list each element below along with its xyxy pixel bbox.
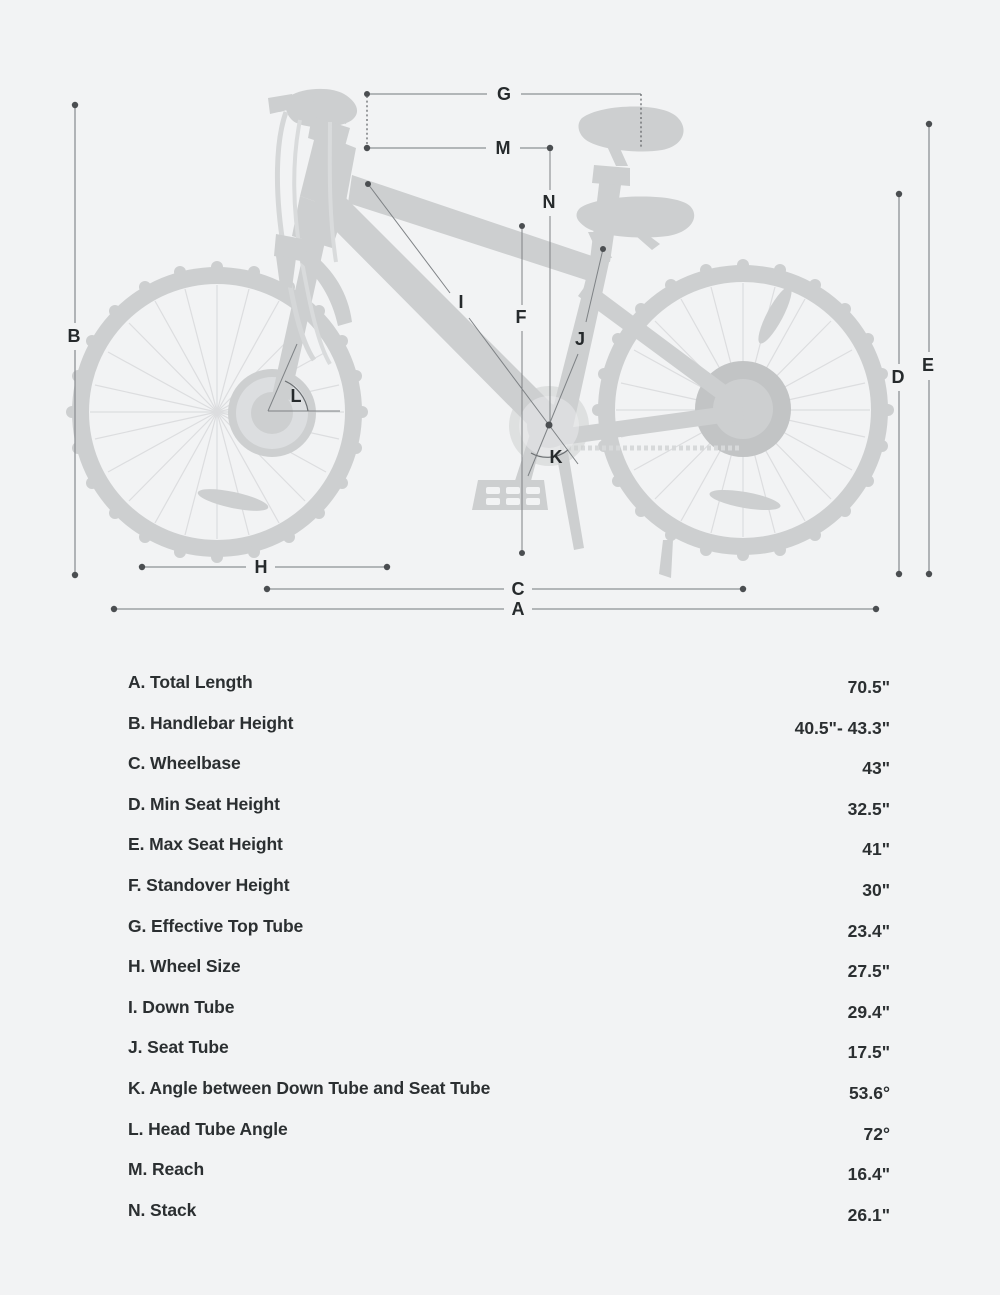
front-wheel <box>66 261 368 563</box>
spec-value: 41" <box>862 839 890 860</box>
dim-B <box>68 102 81 578</box>
spec-value: 23.4" <box>847 920 890 941</box>
table-row <box>0 1200 1000 1241</box>
dim-N <box>543 145 556 424</box>
spec-label: E. Max Seat Height <box>128 834 283 855</box>
dim-label-E: E <box>921 354 935 375</box>
table-row <box>0 794 1000 835</box>
spec-value: 17.5" <box>847 1042 890 1063</box>
dim-label-A: A <box>511 598 525 619</box>
table-row <box>0 1119 1000 1160</box>
spec-label: I. Down Tube <box>128 996 235 1017</box>
table-row <box>0 713 1000 754</box>
spec-value: 26.1" <box>847 1204 890 1225</box>
spec-label: F. Standover Height <box>128 874 290 895</box>
spec-label: G. Effective Top Tube <box>128 915 304 936</box>
dim-E <box>922 121 934 577</box>
spec-value: 70.5" <box>847 677 890 697</box>
dim-M <box>364 138 553 158</box>
dim-label-I: I <box>458 291 464 312</box>
spec-label: H. Wheel Size <box>128 956 241 977</box>
table-row <box>0 956 1000 997</box>
spec-label: K. Angle between Down Tube and Seat Tube <box>128 1077 491 1098</box>
table-row <box>0 672 1000 713</box>
spec-value: 29.4" <box>847 1001 890 1022</box>
dim-label-C: C <box>511 578 525 599</box>
spec-label: D. Min Seat Height <box>128 793 280 814</box>
dim-label-G: G <box>496 83 512 104</box>
dim-label-M: M <box>495 137 511 158</box>
spec-value: 30" <box>862 879 890 900</box>
dim-label-K: K <box>549 446 563 467</box>
geometry-spec-table <box>0 672 1000 1240</box>
table-row <box>0 753 1000 794</box>
table-row <box>0 1037 1000 1078</box>
dim-A <box>111 599 879 619</box>
dim-D <box>892 191 905 577</box>
spec-value: 27.5" <box>847 961 890 982</box>
spec-label: B. Handlebar Height <box>128 712 294 733</box>
table-row <box>0 834 1000 875</box>
spec-value: 43" <box>862 758 890 779</box>
spec-value: 32.5" <box>847 798 890 819</box>
spec-value: 53.6° <box>848 1082 890 1103</box>
dim-label-F: F <box>515 306 527 327</box>
dim-label-B: B <box>67 325 81 346</box>
spec-label: C. Wheelbase <box>128 753 241 774</box>
spec-value: 72° <box>863 1123 890 1144</box>
spec-value: 16.4" <box>847 1164 890 1185</box>
dim-label-D: D <box>891 366 905 387</box>
dim-label-N: N <box>542 191 556 212</box>
spec-label: N. Stack <box>128 1199 197 1220</box>
bike-geometry-diagram <box>0 0 1000 640</box>
dim-label-L: L <box>290 385 302 406</box>
dim-H <box>139 557 390 577</box>
table-row <box>0 1078 1000 1119</box>
spec-label: A. Total Length <box>128 672 253 692</box>
spec-label: M. Reach <box>128 1159 205 1180</box>
table-row <box>0 875 1000 916</box>
dim-label-J: J <box>574 328 586 349</box>
spec-label: L. Head Tube Angle <box>128 1118 288 1139</box>
spec-value: 40.5"- 43.3" <box>794 717 890 738</box>
table-row <box>0 1159 1000 1200</box>
table-row <box>0 997 1000 1038</box>
table-row <box>0 916 1000 957</box>
dim-label-H: H <box>254 556 268 577</box>
dim-C <box>264 579 746 599</box>
spec-label: J. Seat Tube <box>128 1037 229 1058</box>
